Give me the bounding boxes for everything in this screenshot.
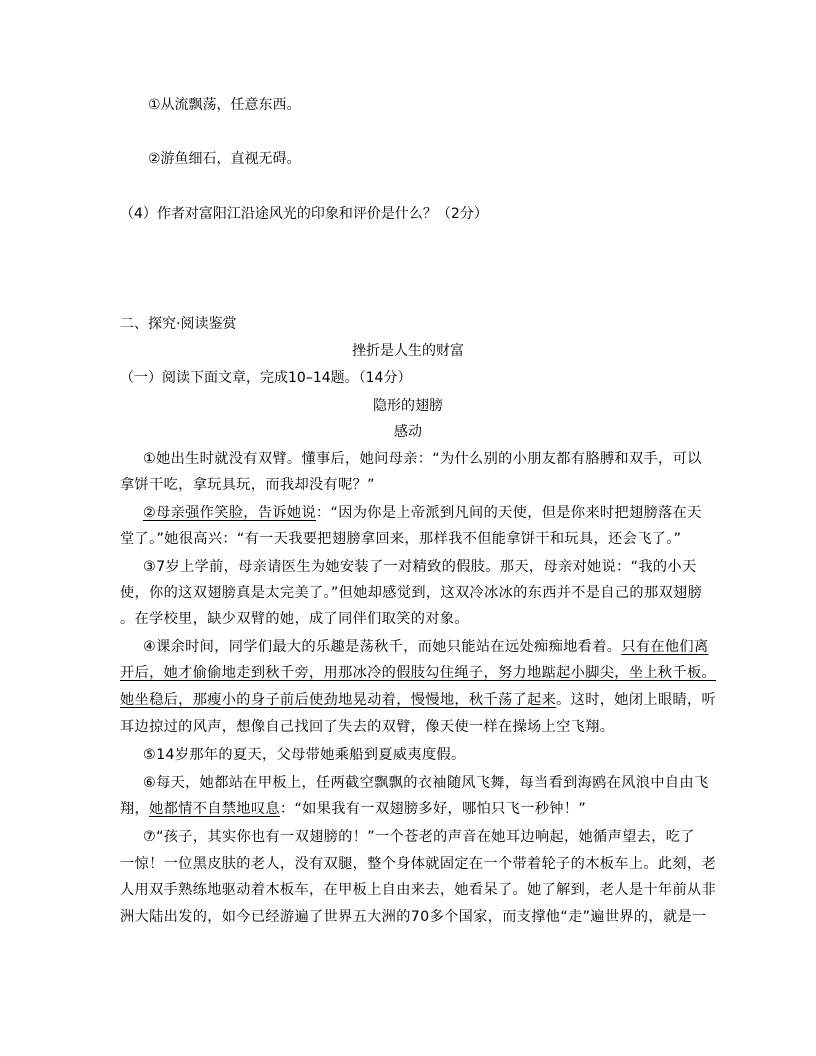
question-4: （4）作者对富阳江沿途风光的印象和评价是什么？（2分） [120, 206, 488, 222]
paragraph-7-line-1: ⑦“孩子，其实你也有一双翅膀的！”一个苍老的声音在她耳边响起，她循声望去，吃了 [143, 829, 695, 845]
section-heading: 二、探究·阅读鉴赏 [120, 316, 237, 332]
theme-title: 挫折是人生的财富 [352, 343, 464, 359]
text-run: 。这时，她闭上眼睛，听 [556, 692, 717, 708]
article-author: 感动 [394, 424, 422, 440]
text-run: 翔， [120, 801, 150, 817]
paragraph-4-line-3 [120, 690, 717, 710]
text-run: ：“如果我有一双翅膀多好，哪怕只飞一秒钟！” [279, 801, 587, 817]
paragraph-7-line-4: 洲大陆出发的，如今已经游遍了世界五大洲的70多个国家，而支撑他“走”遍世界的，就是一 [120, 909, 707, 925]
underlined-phrase: 开后，她才偷偷地走到秋千旁，用那冰冷的假肢勾住绳子，努力地踮起小脚尖，坐上秋千板。 [120, 665, 717, 681]
underlined-phrase: 她坐稳后，那瘦小的身子前后使劲地晃动着，慢慢地，秋千荡了起来 [120, 692, 557, 708]
paragraph-7-line-3: 人用双手熟练地驱动着木板车，在甲板上自由来去，她看呆了。她了解到，老人是十年前从非 [120, 882, 717, 898]
paragraph-2-line-1 [143, 503, 719, 523]
underlined-phrase: 她都情不自禁地叹息 [149, 801, 280, 817]
reading-instruction: （一）阅读下面文章，完成10–14题。（14分） [120, 370, 412, 386]
paragraph-4-line-2 [120, 663, 717, 683]
answer-item-2: ②游鱼细石，直视无碍。 [148, 151, 301, 167]
paragraph-5: ⑤14岁那年的夏天，父母带她乘船到夏威夷度假。 [143, 747, 466, 763]
text-run: ④课余时间，同学们最大的乐趣是荡秋千，而她只能站在远处痴痴地看着。 [143, 639, 622, 655]
underlined-phrase: ②母亲强作笑脸，告诉她说 [143, 505, 316, 521]
paragraph-6-line-1: ⑥每天，她都站在甲板上，任两截空飘飘的衣袖随风飞舞，每当看到海鸥在风浪中自由飞 [143, 775, 709, 791]
article-title: 隐形的翅膀 [373, 398, 443, 414]
paragraph-4-line-1 [143, 637, 719, 657]
paragraph-3-line-3: 。在学校里，缺少双臂的她，成了同伴们取笑的对象。 [120, 611, 469, 627]
text-run: ：“因为你是上帝派到凡间的天使，但是你来时把翅膀落在天 [315, 505, 702, 521]
paragraph-6-line-2 [120, 799, 696, 819]
paragraph-1-line-2: 拿饼干吃，拿玩具玩，而我却没有呢？” [120, 477, 375, 493]
paragraph-1-line-1: ①她出生时就没有双臂。懂事后，她问母亲：“为什么别的小朋友都有胳膊和双手，可以 [143, 451, 702, 467]
paragraph-4-line-4: 耳边掠过的风声，想像自己找回了失去的双臂，像天使一样在操场上空飞翔。 [120, 719, 615, 735]
paragraph-3-line-2: 使，你的这双翅膀真是太完美了。”但她却感觉到，这双冷冰冰的东西并不是自己的那双翅膀 [120, 585, 703, 601]
paragraph-3-line-1: ③7岁上学前，母亲请医生为她安装了一对精致的假肢。那天，母亲对她说：“我的小天 [143, 559, 697, 575]
paragraph-7-line-2: 一惊！一位黑皮肤的老人，没有双腿，整个身体就固定在一个带着轮子的木板车上。此刻，老 [120, 856, 717, 872]
paragraph-2-line-2: 堂了。”她很高兴：“有一天我要把翅膀拿回来，那样我不但能拿饼干和玩具，还会飞了。” [120, 531, 682, 547]
underlined-phrase: 只有在他们离 [621, 639, 709, 655]
answer-item-1: ①从流飘荡，任意东西。 [148, 97, 301, 113]
